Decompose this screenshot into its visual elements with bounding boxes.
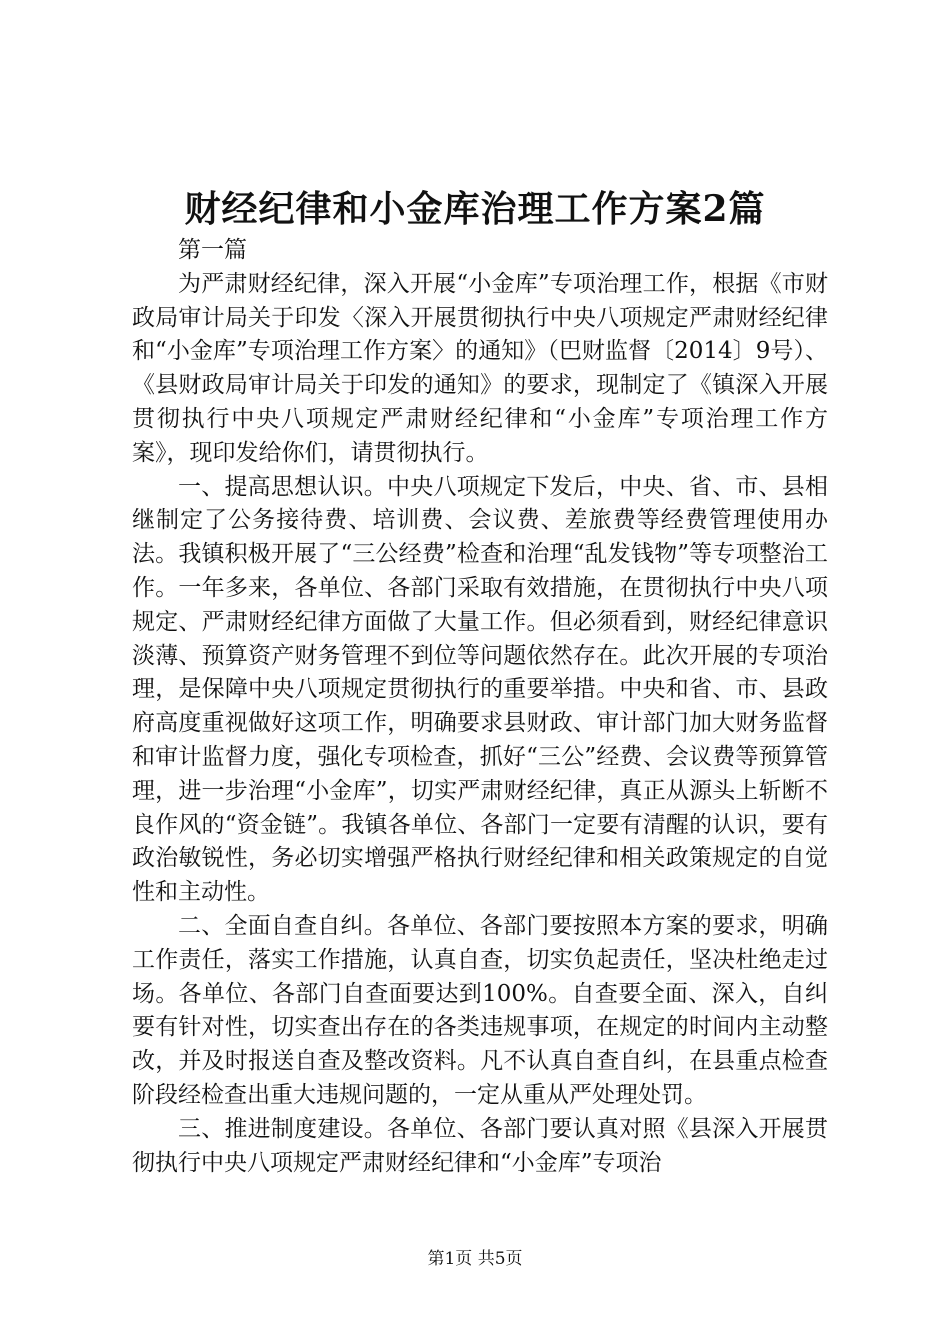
paragraph-self-inspection: 二、全面自查自纠。各单位、各部门要按照本方案的要求，明确工作责任，落实工作措施，认真自查，切实负起责任，坚决杜绝走过场。各单位、各部门自查面要达到100%。自查要全面、深入，自纠要有针对性，切实查出存在的各类违规事项，在规定的时间内主动整改，并及时报送自查及整改资料。凡不认真自查自纠，在县重点检查阶段经检查出重大违规问题的，一定从重从严处理处罚。 (132, 912, 828, 1108)
document-body (132, 234, 828, 1180)
paragraph-raise-awareness: 一、提高思想认识。中央八项规定下发后，中央、省、市、县相继制定了公务接待费、培训费、会议费、差旅费等经费管理使用办法。我镇积极开展了“三公经费”检查和治理“乱发钱物”等专项整治工作。一年多来，各单位、各部门采取有效措施，在贯彻执行中央八项规定、严肃财经纪律方面做了大量工作。但必须看到，财经纪律意识淡薄、预算资产财务管理不到位等问题依然存在。此次开展的专项治理，是保障中央八项规定贯彻执行的重要举措。中央和省、市、县政府高度重视做好这项工作，明确要求县财政、审计部门加大财务监督和审计监督力度，强化专项检查，抓好“三公”经费、会议费等预算管理，进一步治理“小金库”，切实严肃财经纪律，真正从源头上斩断不良作风的“资金链”。我镇各单位、各部门一定要有清醒的认识，要有政治敏锐性，务必切实增强严格执行财经纪律和相关政策规定的自觉性和主动性。 (132, 473, 828, 906)
section-heading-first: 第一篇 (178, 237, 247, 263)
page-number: 第1页 共5页 (427, 1249, 523, 1269)
intro-paragraph: 为严肃财经纪律，深入开展“小金库”专项治理工作，根据《市财政局审计局关于印发〈深入开展贯彻执行中央八项规定严肃财经纪律和“小金库”专项治理工作方案〉的通知》（巴财监督〔2014〕9号）、《县财政局审计局关于印发的通知》的要求，现制定了《镇深入开展贯彻执行中央八项规定严肃财经纪律和“小金库”专项治理工作方案》，现印发给你们，请贯彻执行。 (132, 270, 828, 466)
document-title: 财经纪律和小金库治理工作方案2篇 (184, 188, 766, 230)
paragraph-system-building: 三、推进制度建设。各单位、各部门要认真对照《县深入开展贯彻执行中央八项规定严肃财经纪律和“小金库”专项治 (132, 1115, 828, 1176)
